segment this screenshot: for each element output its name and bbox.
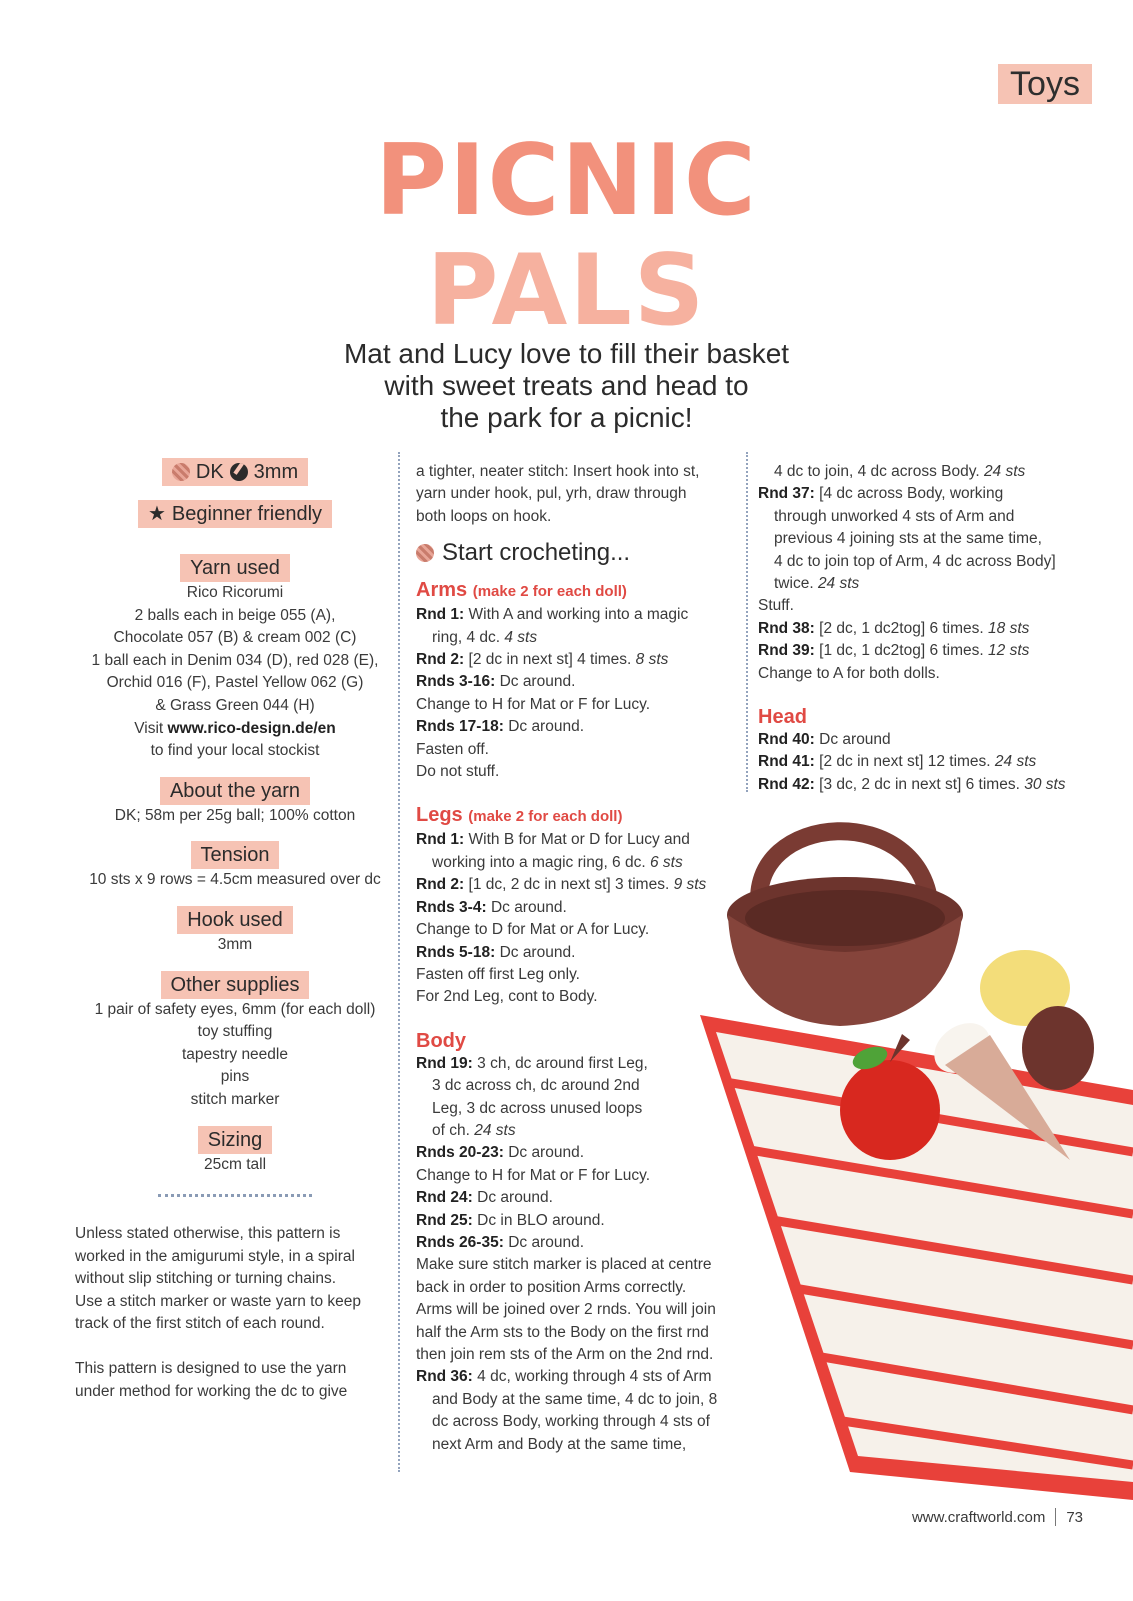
text-line: Stuff. <box>758 597 794 615</box>
yarn-used-heading: Yarn used <box>180 554 290 582</box>
supply-item: pins <box>220 1068 250 1086</box>
round-text: [1 dc, 2 dc in next st] 3 times. <box>468 876 674 894</box>
text-line: Fasten off. <box>416 740 489 758</box>
visit-prefix: Visit <box>134 719 168 737</box>
round-text: 4 dc, working through 4 sts of Arm <box>477 1368 712 1386</box>
yarn-line: & Grass Green 044 (H) <box>155 696 315 714</box>
yarn-line: Chocolate 057 (B) & cream 002 (C) <box>113 629 357 647</box>
supply-item: tapestry needle <box>182 1045 288 1063</box>
round-text: 3 dc across ch, dc around 2nd <box>432 1077 640 1095</box>
legs-subtitle: (make 2 for each doll) <box>468 808 623 826</box>
round-label: Rnd 38: <box>758 619 815 637</box>
round-label: Rnds 26-35: <box>416 1233 504 1251</box>
round-label: Rnds 17-18: <box>416 718 504 736</box>
stitch-count: 24 sts <box>983 463 1026 480</box>
supply-item: stitch marker <box>190 1090 280 1108</box>
round-label: Rnd 1: <box>416 831 465 849</box>
yarn-weight: DK <box>195 461 224 483</box>
yarn-used-details <box>60 582 410 763</box>
round-text: 4 dc to join top of Arm, 4 dc across Body] <box>774 552 1056 570</box>
text-line: half the Arm sts to the Body on the first rnd <box>416 1323 709 1341</box>
stitch-count: 6 sts <box>649 853 683 871</box>
round-text: Dc around. <box>490 898 567 916</box>
yarn-ball-icon <box>416 544 434 562</box>
stitch-count: 24 sts <box>474 1121 516 1139</box>
rico-link[interactable]: www.rico-design.de/en <box>167 719 336 737</box>
note-line: Use a stitch marker or waste yarn to keep <box>75 1292 362 1310</box>
round-text: Dc around. <box>508 1144 585 1162</box>
head-heading: Head <box>758 706 807 729</box>
round-text: [3 dc, 2 dc in next st] 6 times. <box>819 775 1025 793</box>
intro-line: with sweet treats and head to <box>384 370 749 401</box>
note-line: without slip stitching or turning chains. <box>75 1270 337 1288</box>
round-text: working into a magic ring, 6 dc. <box>432 853 650 871</box>
yarn-line: 1 ball each in Denim 034 (D), red 028 (E), <box>91 651 379 669</box>
text-line: Arms will be joined over 2 rnds. You will join <box>416 1301 716 1319</box>
round-text: [2 dc in next st] 12 times. <box>819 753 995 771</box>
intro-text <box>0 338 1133 434</box>
text-line: Change to A for both dolls. <box>758 664 940 682</box>
page-title-line1: PICNIC <box>375 124 758 238</box>
round-label: Rnd 2: <box>416 651 465 669</box>
arms-title: Arms <box>416 579 468 602</box>
page-title-line2: PALS <box>426 234 707 348</box>
picnic-basket-photo <box>690 800 1133 1500</box>
stitch-count: 9 sts <box>673 876 707 894</box>
text-line: yarn under hook, pul, yrh, draw through <box>416 485 687 503</box>
round-text: [2 dc, 1 dc2tog] 6 times. <box>819 619 989 637</box>
text-line: Make sure stitch marker is placed at centre <box>416 1256 712 1274</box>
round-text: through unworked 4 sts of Arm and <box>774 507 1015 525</box>
text-line: Do not stuff. <box>416 763 500 781</box>
text-line: both loops on hook. <box>416 507 552 525</box>
round-label: Rnds 20-23: <box>416 1144 504 1162</box>
note-line: under method for working the dc to give <box>75 1382 348 1400</box>
round-text: [2 dc in next st] 4 times. <box>468 651 636 669</box>
stitch-count: 24 sts <box>994 753 1037 771</box>
footer-divider <box>1055 1508 1056 1526</box>
stitch-count: 24 sts <box>817 575 860 593</box>
sizing-heading: Sizing <box>198 1126 272 1154</box>
round-label: Rnd 39: <box>758 642 815 660</box>
arms-subtitle: (make 2 for each doll) <box>472 583 627 601</box>
about-yarn-heading: About the yarn <box>160 777 310 805</box>
yarn-line: Rico Ricorumi <box>186 584 284 601</box>
note-line: track of the first stitch of each round. <box>75 1315 325 1333</box>
pattern-info-column <box>60 458 410 1403</box>
round-label: Rnds 3-16: <box>416 673 496 691</box>
round-text: next Arm and Body at the same time, <box>432 1435 687 1453</box>
note-line: worked in the amigurumi style, in a spiral <box>75 1247 355 1265</box>
note-paragraph <box>60 1223 410 1336</box>
round-label: Rnd 24: <box>416 1189 473 1207</box>
level-chip <box>138 500 332 528</box>
stitch-count: 18 sts <box>988 619 1030 637</box>
round-text: 4 dc to join, 4 dc across Body. <box>774 463 984 480</box>
stitch-count: 4 sts <box>504 628 538 646</box>
basket <box>727 831 963 1026</box>
text-line: Change to D for Mat or A for Lucy. <box>416 921 650 939</box>
round-text: Dc around. <box>508 1233 585 1251</box>
text-line: Change to H for Mat or F for Lucy. <box>416 695 651 713</box>
round-text: ring, 4 dc. <box>432 628 505 646</box>
visit-suffix: to find your local stockist <box>150 742 320 760</box>
visit-line <box>60 718 410 741</box>
round-label: Rnd 1: <box>416 606 465 624</box>
round-text: [1 dc, 1 dc2tog] 6 times. <box>819 642 989 660</box>
spec-chip <box>162 458 308 486</box>
stitch-count: 12 sts <box>988 642 1030 660</box>
intro-line: the park for a picnic! <box>440 402 693 433</box>
round-text: With A and working into a magic <box>468 606 689 624</box>
yarn-line: Orchid 016 (F), Pastel Yellow 062 (G) <box>106 674 364 692</box>
start-label: Start crocheting... <box>442 539 631 567</box>
round-text: Dc around. <box>508 718 585 736</box>
hook-used-heading: Hook used <box>177 906 293 934</box>
round-label: Rnd 40: <box>758 731 815 749</box>
page-footer <box>912 1508 1083 1526</box>
round-label: Rnd 41: <box>758 753 815 771</box>
column-divider <box>398 452 400 1472</box>
round-text: twice. <box>774 575 818 593</box>
round-text: previous 4 joining sts at the same time, <box>774 530 1042 548</box>
tension-heading: Tension <box>191 841 280 869</box>
arms-heading <box>416 578 738 604</box>
supply-item: toy stuffing <box>197 1023 273 1041</box>
round-text: With B for Mat or D for Lucy and <box>468 831 690 849</box>
round-text: and Body at the same time, 4 dc to join, 8 <box>432 1390 718 1408</box>
round-text: dc across Body, working through 4 sts of <box>432 1413 710 1431</box>
text-line: Change to H for Mat or F for Lucy. <box>416 1166 651 1184</box>
round-label: Rnds 5-18: <box>416 943 496 961</box>
round-text: [4 dc across Body, working <box>819 485 1004 503</box>
round-label: Rnd 2: <box>416 876 465 894</box>
star-icon: ★ <box>147 503 166 525</box>
round-text: Dc around <box>819 731 891 749</box>
round-text: Dc around. <box>499 673 576 691</box>
other-supplies-heading: Other supplies <box>161 971 310 999</box>
instructions-column-3 <box>758 461 1088 796</box>
about-yarn-text: DK; 58m per 25g ball; 100% cotton <box>114 806 356 824</box>
note-line: Unless stated otherwise, this pattern is <box>75 1225 341 1243</box>
category-tag: Toys <box>998 64 1092 104</box>
round-text: Dc around. <box>499 943 576 961</box>
round-text: of ch. <box>432 1121 475 1139</box>
round-label: Rnd 25: <box>416 1211 473 1229</box>
text-line: a tighter, neater stitch: Insert hook into st, <box>416 463 700 480</box>
text-line: Fasten off first Leg only. <box>416 965 580 983</box>
level-label: Beginner friendly <box>171 503 323 525</box>
text-line: back in order to position Arms correctly. <box>416 1278 687 1296</box>
yarn-line: 2 balls each in beige 055 (A), <box>134 606 336 624</box>
note-paragraph <box>60 1358 410 1403</box>
page-number: 73 <box>1066 1508 1083 1526</box>
supplies-list <box>60 999 410 1112</box>
tension-text: 10 sts x 9 rows = 4.5cm measured over dc <box>89 871 381 889</box>
round-text: 3 ch, dc around first Leg, <box>477 1054 648 1072</box>
round-text: Dc in BLO around. <box>477 1211 605 1229</box>
round-label: Rnds 3-4: <box>416 898 487 916</box>
start-heading <box>416 538 738 568</box>
supply-item: 1 pair of safety eyes, 6mm (for each doll) <box>94 1000 376 1018</box>
hook-icon <box>230 463 248 481</box>
hook-size: 3mm <box>253 461 299 483</box>
hook-used-text: 3mm <box>217 935 253 953</box>
stitch-count: 30 sts <box>1024 775 1066 793</box>
sizing-text: 25cm tall <box>203 1155 267 1173</box>
footer-site-link[interactable]: www.craftworld.com <box>911 1508 1046 1526</box>
intro-line: Mat and Lucy love to fill their basket <box>343 338 790 369</box>
round-label: Rnd 42: <box>758 775 815 793</box>
round-text: Dc around. <box>477 1189 553 1207</box>
round-text: Leg, 3 dc across unused loops <box>432 1099 643 1117</box>
round-label: Rnd 19: <box>416 1054 473 1072</box>
stitch-count: 8 sts <box>635 651 669 669</box>
round-label: Rnd 36: <box>416 1368 473 1386</box>
text-line: then join rem sts of the Arm on the 2nd rnd. <box>416 1346 714 1363</box>
yarn-ball-icon <box>172 463 190 481</box>
body-heading: Body <box>416 1029 466 1052</box>
text-line: For 2nd Leg, cont to Body. <box>416 988 598 1006</box>
round-label: Rnd 37: <box>758 485 815 503</box>
note-line: This pattern is designed to use the yarn <box>75 1360 347 1378</box>
legs-title: Legs <box>416 804 463 827</box>
column-divider <box>746 452 748 792</box>
